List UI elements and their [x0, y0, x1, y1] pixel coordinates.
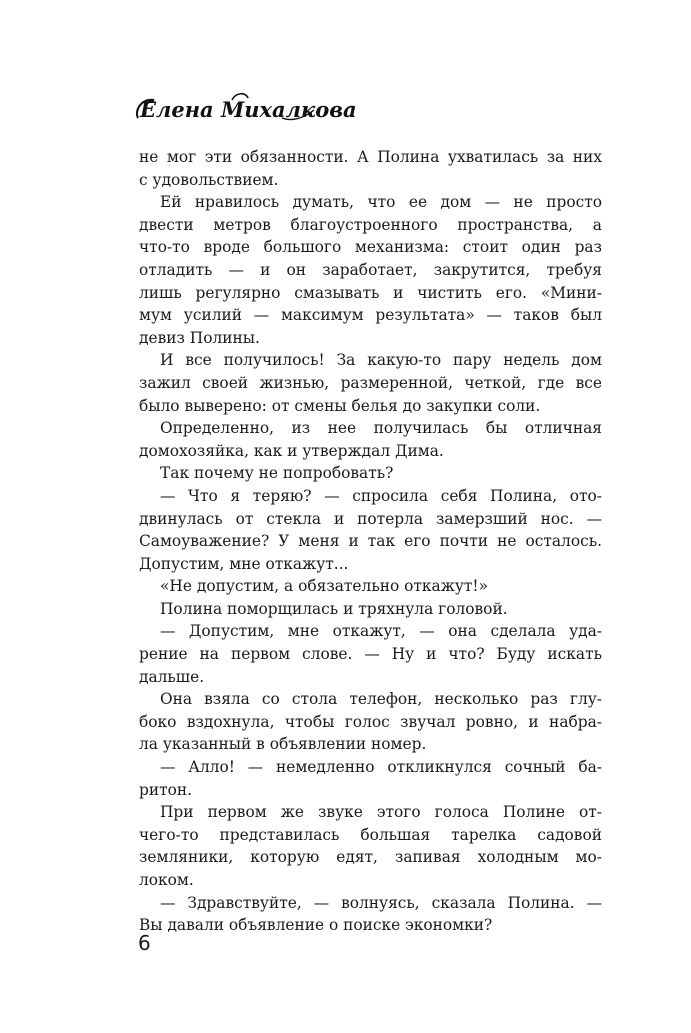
- text-line: Она взяла со стола телефон, несколько раз глу-: [160, 690, 602, 709]
- text-line: зажил своей жизнью, размеренной, четкой, где все: [139, 373, 602, 392]
- text-line: Допустим, мне откажут...: [139, 554, 349, 573]
- text-line: мум усилий — максимум результата» — таков был: [139, 306, 602, 325]
- text-line: локом.: [139, 871, 194, 889]
- author-signature-logo: [132, 88, 357, 128]
- text-line: Вы давали объявление о поиске экономки?: [139, 916, 493, 935]
- text-line: При первом же звуке этого голоса Полине от-: [160, 803, 602, 822]
- text-line: — Алло! — немедленно откликнулся сочный ба-: [160, 758, 602, 777]
- text-line: ритон.: [139, 780, 193, 799]
- text-line: рение на первом слове. — Ну и что? Буду искать: [139, 645, 602, 664]
- body-text: [139, 146, 602, 937]
- text-line: — Допустим, мне откажут, — она сделала уда-: [160, 622, 602, 641]
- text-line: — Здравствуйте, — волнуясь, сказала Полина. —: [160, 893, 602, 912]
- text-line: И все получилось! За какую-то пару недель дом: [160, 351, 602, 370]
- text-line: домохозяйка, как и утверждал Дима.: [139, 441, 444, 460]
- text-line: Самоуважение? У меня и так его почти не осталось.: [139, 532, 602, 551]
- text-line: — Что я теряю? — спросила себя Полина, ото-: [160, 486, 602, 505]
- text-line: лишь регулярно смазывать и чистить его. «Мини-: [139, 283, 602, 302]
- text-line: дальше.: [139, 667, 205, 686]
- text-line: Полина поморщилась и тряхнула головой.: [160, 599, 508, 618]
- text-line: Определенно, из нее получилась бы отличная: [160, 419, 602, 438]
- text-line: боко вздохнула, чтобы голос звучал ровно, и набра-: [139, 712, 602, 731]
- text-line: что-то вроде большого механизма: стоит один раз: [139, 238, 602, 257]
- text-line: с удовольствием.: [139, 170, 279, 189]
- text-line: «Не допустим, а обязательно откажут!»: [160, 577, 489, 596]
- text-line: земляники, которую едят, запивая холодным мо-: [139, 848, 602, 867]
- author-header: [132, 88, 357, 128]
- text-line: было выверено: от смены белья до закупки соли.: [139, 396, 541, 415]
- text-line: двинулась от стекла и потерла замерзший нос. —: [139, 509, 602, 528]
- page-number: 6: [138, 931, 151, 955]
- text-line: Ей нравилось думать, что ее дом — не просто: [160, 193, 602, 212]
- text-line: отладить — и он заработает, закрутится, требуя: [139, 260, 602, 279]
- text-line: Так почему не попробовать?: [160, 464, 394, 483]
- text-line: девиз Полины.: [139, 328, 260, 347]
- text-line: чего-то представилась большая тарелка садовой: [139, 825, 602, 844]
- text-line: не мог эти обязанности. А Полина ухватилась за них: [139, 148, 602, 166]
- text-line: двести метров благоустроенного пространства, а: [139, 215, 602, 234]
- text-line: ла указанный в объявлении номер.: [139, 735, 427, 754]
- author-name: Елена Михалкова: [140, 97, 357, 122]
